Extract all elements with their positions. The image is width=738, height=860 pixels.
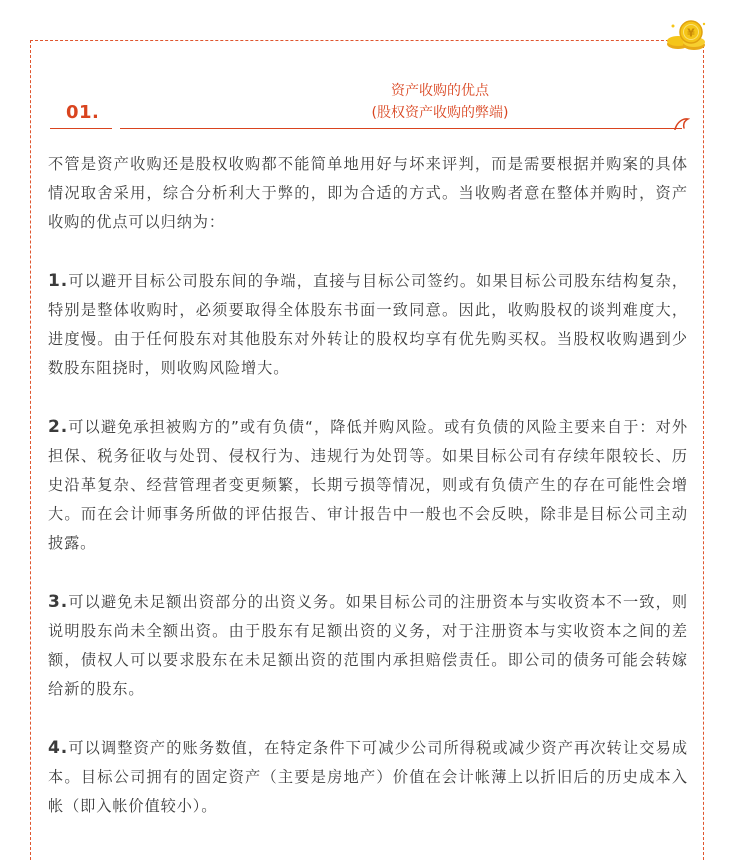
point-4-text: 可以调整资产的账务数值，在特定条件下可减少公司所得税或减少资产再次转让交易成本。目标公司拥有的固定资产（主要是房地产）价值在会计帐薄上以折旧后的历史成本入帐（即入帐价值较小）。 xyxy=(48,739,688,815)
point-2-number: 2. xyxy=(48,417,69,437)
point-3 xyxy=(48,588,688,704)
section-header xyxy=(50,78,690,130)
corner-curl-icon xyxy=(674,116,690,130)
point-4-number: 4. xyxy=(48,738,69,758)
point-3-text: 可以避免未足额出资部分的出资义务。如果目标公司的注册资本与实收资本不一致，则说明股东尚未全额出资。由于股东有足额出资的义务，对于注册资本与实收资本之间的差额，债权人可以要求股东在未足额出资的范围内承担赔偿责任。即公司的债务可能会转嫁给新的股东。 xyxy=(48,593,688,698)
point-1 xyxy=(48,267,688,383)
point-2-text: 可以避免承担被购方的”或有负债“，降低并购风险。或有负债的风险主要来自于：对外担保、税务征收与处罚、侵权行为、违规行为处罚等。如果目标公司有存续年限较长、历史沿革复杂、经营管理者变更频繁，长期亏损等情况，则或有负债产生的存在可能性会增大。而在会计师事务所做的评估报告、审计报告中一般也不会反映，除非是目标公司主动披露。 xyxy=(48,418,688,552)
intro-paragraph: 不管是资产收购还是股权收购都不能简单地用好与坏来评判，而是需要根据并购案的具体情况取舍采用，综合分析利大于弊的，即为合适的方式。当收购者意在整体并购时，资产收购的优点可以归纳为： xyxy=(48,155,688,231)
section-number: 01. xyxy=(66,102,100,123)
section-title-main: 资产收购的优点 xyxy=(391,83,489,99)
point-1-text: 可以避开目标公司股东间的争端，直接与目标公司签约。如果目标公司股东结构复杂，特别是整体收购时，必须要取得全体股东书面一致同意。因此，收购股权的谈判难度大，进度慢。由于任何股东对其他股东对外转让的股权均享有优先购买权。当股权收购遇到少数股东阻挠时，则收购风险增大。 xyxy=(48,272,688,377)
section-underline-gap xyxy=(112,125,120,131)
gold-coin-stack-icon xyxy=(664,18,708,52)
article-body xyxy=(48,150,688,851)
section-title-sub: (股权资产收购的弊端) xyxy=(371,105,509,121)
point-1-number: 1. xyxy=(48,271,69,291)
point-3-number: 3. xyxy=(48,592,69,612)
point-2 xyxy=(48,413,688,558)
section-underline xyxy=(50,128,682,129)
svg-text:¥: ¥ xyxy=(687,26,695,40)
point-4 xyxy=(48,734,688,821)
section-title xyxy=(240,80,640,124)
